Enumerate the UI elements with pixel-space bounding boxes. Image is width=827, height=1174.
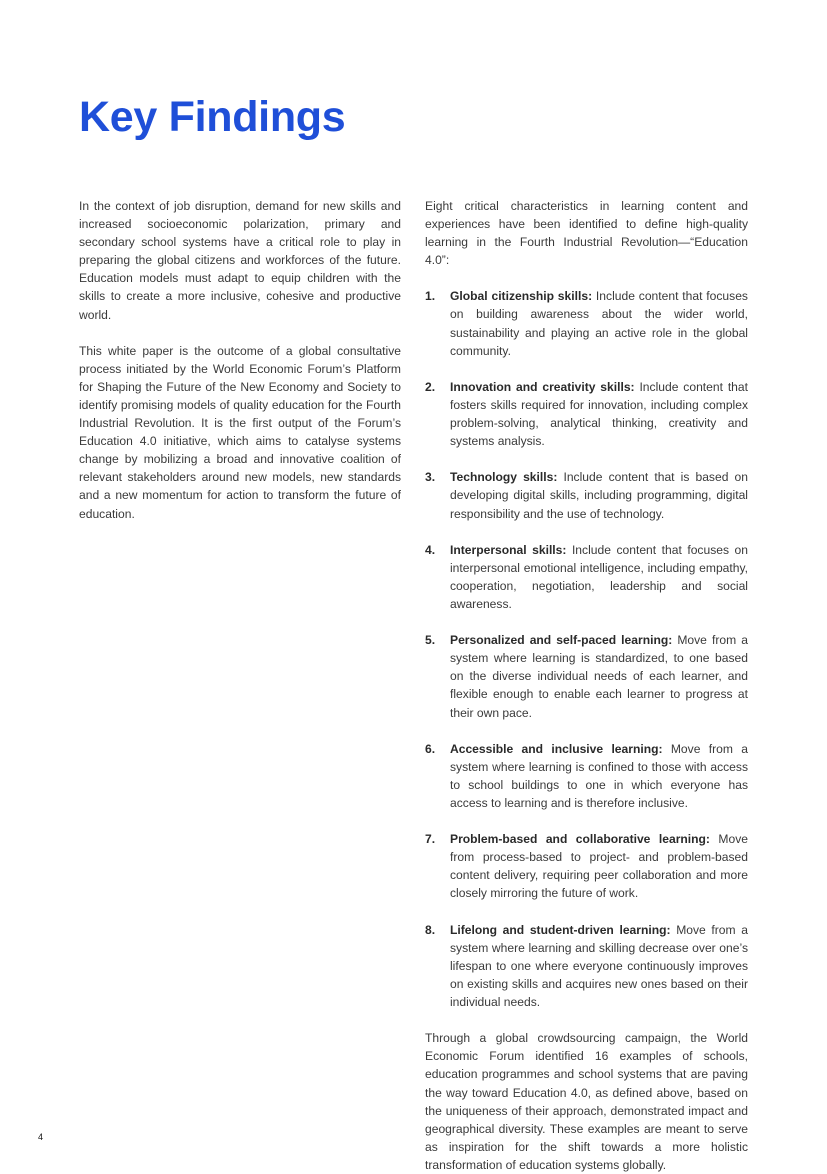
list-item-text: Move from process-based to project- and problem-based content delivery, requiring peer collaboration and more closely mirroring the future of work. xyxy=(450,832,748,901)
list-item-text: Include content that fosters skills required for innovation, including complex problem-solving, analytical thinking, creativity and systems analysis. xyxy=(450,379,748,449)
list-item xyxy=(425,631,748,721)
list-item-term: Problem-based and collaborative learning: xyxy=(450,832,710,847)
list-item-term: Lifelong and student-driven learning: xyxy=(450,922,671,937)
list-item xyxy=(425,468,748,522)
list-item-number: 2. xyxy=(425,379,436,394)
white-paper-paragraph: This white paper is the outcome of a global consultative process initiated by the World Economic Forum’s Platform for Shaping the Future of the New Economy and Society to identify promising models of quality education for the Fourth Industrial Revolution. It is the first output of the Forum’s Education 4.0 initiative, which aims to catalyse systems change by mobilizing a broad and innovative coalition of relevant stakeholders around new models, new standards and a new momentum for action to transform the future of education. xyxy=(79,343,401,521)
list-item-number: 5. xyxy=(425,633,436,648)
list-item-term: Accessible and inclusive learning: xyxy=(450,741,663,756)
list-item-number: 1. xyxy=(425,289,436,304)
right-column xyxy=(425,197,748,1174)
list-item-number: 8. xyxy=(425,922,436,937)
list-item xyxy=(425,921,748,1011)
list-item-number: 6. xyxy=(425,741,436,756)
list-item-text: Include content that focuses on building awareness about the wider world, sustainability and playing an active role in the global community. xyxy=(450,289,748,358)
list-item xyxy=(425,287,748,359)
list-item-term: Personalized and self-paced learning: xyxy=(450,633,673,648)
list-item-text: Move from a system where learning is standardized, to one based on the diverse individual needs of each learner, and flexible enough to enable each learner to progress at their own pace. xyxy=(450,633,748,720)
list-item-term: Technology skills: xyxy=(450,470,558,485)
intro-paragraph: In the context of job disruption, demand for new skills and increased socioeconomic polarization, primary and secondary school systems have a critical role to play in preparing the global citizens and workforces of the future. Education models must adapt to equip children with the skills to create a more inclusive, cohesive and productive world. xyxy=(79,199,401,322)
list-item xyxy=(425,378,748,450)
list-item-term: Interpersonal skills: xyxy=(450,542,567,557)
left-column xyxy=(79,197,401,523)
list-item-number: 4. xyxy=(425,542,436,557)
characteristics-list xyxy=(425,287,748,1011)
page-title: Key Findings xyxy=(79,93,346,141)
characteristics-intro: Eight critical characteristics in learning content and experiences have been identified to define high-quality learning in the Fourth Industrial Revolution—“Education 4.0”: xyxy=(425,199,748,268)
list-item-text: Move from a system where learning is confined to those with access to school buildings to one in which everyone has access to learning and is therefore inclusive. xyxy=(450,741,748,810)
list-item-term: Innovation and creativity skills: xyxy=(450,379,635,394)
list-item xyxy=(425,830,748,902)
closing-paragraph: Through a global crowdsourcing campaign, the World Economic Forum identified 16 examples of schools, education programmes and school systems that are paving the way toward Education 4.0, as defined above, based on the uniqueness of their approach, demonstrated impact and geographical diversity. These examples are meant to serve as inspiration for the shift towards a more holistic transformation of education systems globally. xyxy=(425,1031,748,1172)
list-item xyxy=(425,740,748,812)
list-item-number: 3. xyxy=(425,470,436,485)
list-item-term: Global citizenship skills: xyxy=(450,289,593,304)
list-item-number: 7. xyxy=(425,832,436,847)
page-number: 4 xyxy=(38,1132,44,1142)
list-item-text: Include content that focuses on interpersonal emotional intelligence, including empathy, cooperation, negotiation, leadership and social awareness. xyxy=(450,542,748,611)
list-item xyxy=(425,541,748,613)
list-item-text: Move from a system where learning and skilling decrease over one’s lifespan to one where everyone continuously improves on existing skills and acquires new ones based on their individual needs. xyxy=(450,922,748,1010)
list-item-text: Include content that is based on developing digital skills, including programming, digital responsibility and the use of technology. xyxy=(450,470,748,521)
